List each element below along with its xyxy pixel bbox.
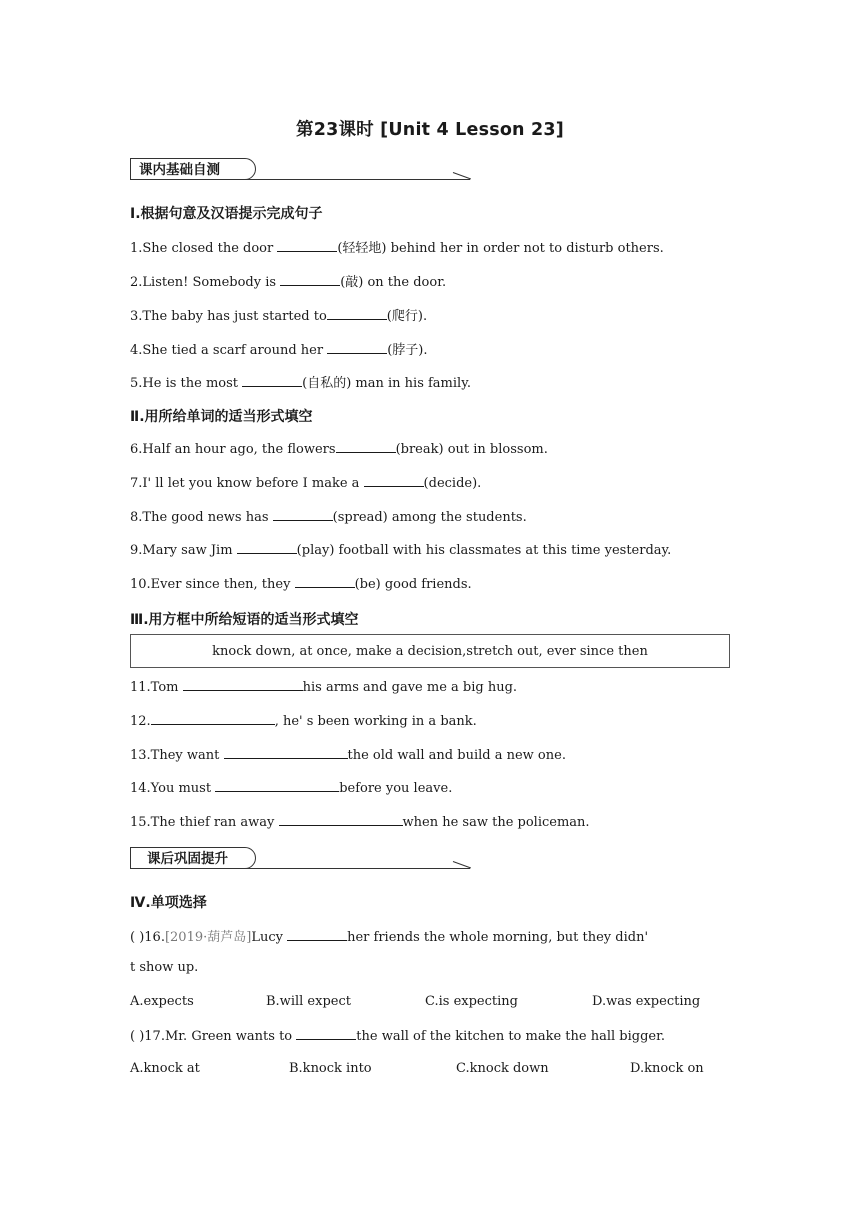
badge-label: 课后巩固提升 (130, 847, 256, 869)
answer-blank[interactable] (364, 474, 424, 487)
question-10: 10.Ever since then, they (be) good friends. (130, 577, 472, 592)
badge-label: 课内基础自测 (130, 158, 256, 180)
question-13: 13.They want the old wall and build a new one. (130, 748, 566, 763)
section-badge-consolidate (130, 847, 475, 875)
answer-blank[interactable] (287, 928, 347, 941)
question-12: 12. , he' s been working in a bank. (130, 714, 477, 729)
answer-blank[interactable] (279, 813, 403, 826)
option-a[interactable]: A.expects (130, 994, 194, 1009)
question-16-continued: t show up. (130, 960, 199, 975)
answer-blank[interactable] (336, 440, 396, 453)
answer-blank[interactable] (327, 341, 387, 354)
phrase-box: knock down, at once, make a decision,stretch out, ever since then (130, 634, 730, 668)
answer-blank[interactable] (273, 508, 333, 521)
question-7: 7.I' ll let you know before I make a (decide). (130, 476, 482, 491)
option-b[interactable]: B.knock into (289, 1061, 372, 1076)
answer-blank[interactable] (327, 307, 387, 320)
page-title: 第23课时 [Unit 4 Lesson 23] (296, 120, 564, 140)
answer-blank[interactable] (277, 239, 337, 252)
section-heading-3: Ⅲ.用方框中所给短语的适当形式填空 (130, 612, 359, 628)
option-d[interactable]: D.knock on (630, 1061, 704, 1076)
option-b[interactable]: B.will expect (266, 994, 351, 1009)
answer-blank[interactable] (151, 712, 275, 725)
answer-blank[interactable] (242, 374, 302, 387)
answer-blank[interactable] (296, 1027, 356, 1040)
question-17: ( )17.Mr. Green wants to the wall of the kitchen to make the hall bigger. (130, 1029, 666, 1044)
question-6: 6.Half an hour ago, the flowers (break) out in blossom. (130, 442, 548, 457)
question-14: 14.You must before you leave. (130, 781, 453, 796)
question-3: 3.The baby has just started to (爬行). (130, 309, 428, 324)
option-c[interactable]: C.is expecting (425, 994, 518, 1009)
section-badge-basic (130, 158, 475, 186)
question-16: ( )16.[2019·葫芦岛]Lucy her friends the whole morning, but they didn' (130, 930, 649, 945)
question-8: 8.The good news has (spread) among the students. (130, 510, 527, 525)
question-4: 4.She tied a scarf around her (脖子). (130, 343, 428, 358)
question-2: 2.Listen! Somebody is (敲) on the door. (130, 275, 447, 290)
section-heading-1: Ⅰ.根据句意及汉语提示完成句子 (130, 206, 323, 222)
answer-blank[interactable] (215, 779, 339, 792)
answer-bracket[interactable]: ( )16. (130, 930, 165, 945)
option-d[interactable]: D.was expecting (592, 994, 701, 1009)
badge-underline (130, 868, 470, 869)
question-11: 11.Tom his arms and gave me a big hug. (130, 680, 518, 695)
option-a[interactable]: A.knock at (130, 1061, 200, 1076)
question-9: 9.Mary saw Jim (play) football with his classmates at this time yesterday. (130, 543, 672, 558)
answer-blank[interactable] (295, 575, 355, 588)
section-heading-4: Ⅳ.单项选择 (130, 895, 207, 911)
option-c[interactable]: C.knock down (456, 1061, 549, 1076)
answer-blank[interactable] (237, 541, 297, 554)
answer-bracket[interactable]: ( )17. (130, 1029, 165, 1044)
section-heading-2: Ⅱ.用所给单词的适当形式填空 (130, 409, 313, 425)
answer-blank[interactable] (280, 273, 340, 286)
question-1: 1.She closed the door (轻轻地) behind her in order not to disturb others. (130, 241, 664, 256)
answer-blank[interactable] (183, 678, 303, 691)
badge-underline (130, 179, 470, 180)
question-5: 5.He is the most (自私的) man in his family. (130, 376, 471, 391)
answer-blank[interactable] (224, 746, 348, 759)
question-source: [2019·葫芦岛] (164, 930, 252, 945)
question-15: 15.The thief ran away when he saw the policeman. (130, 815, 590, 830)
